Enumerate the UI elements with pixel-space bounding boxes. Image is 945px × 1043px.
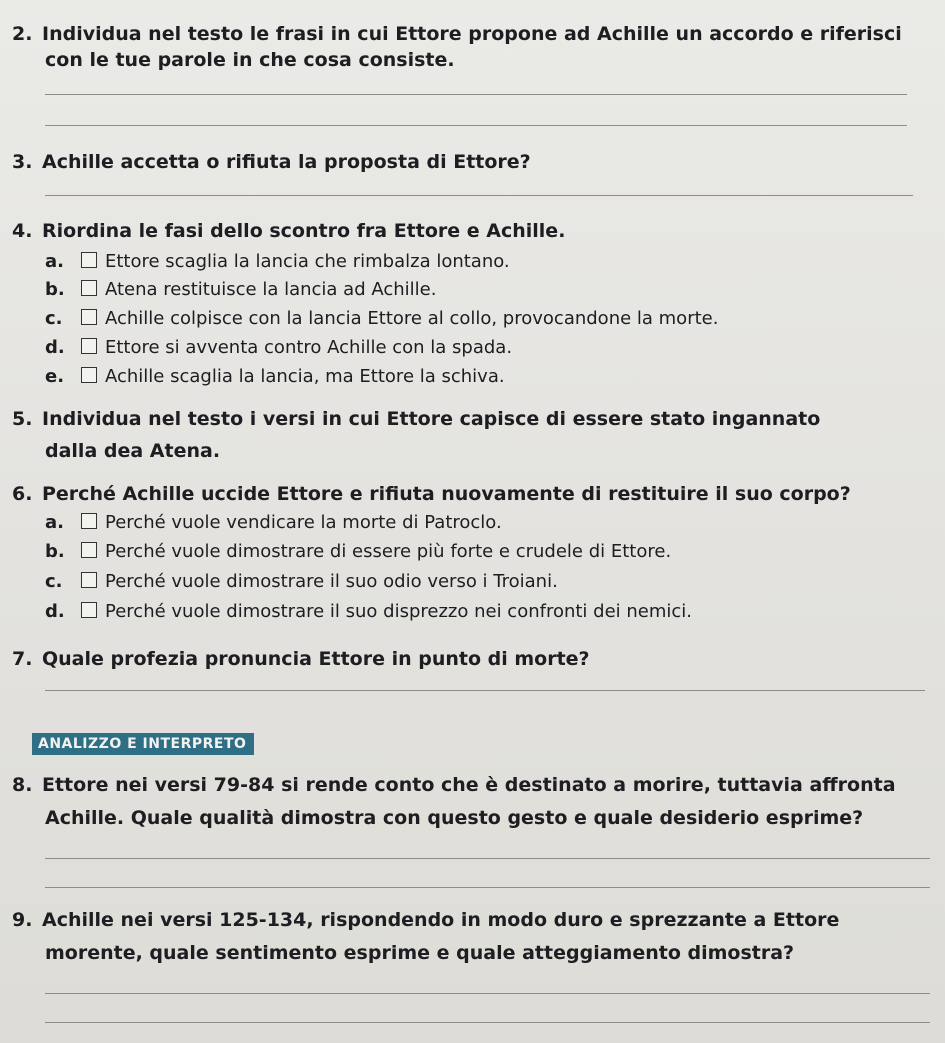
- option-label: a.: [45, 251, 64, 272]
- question-number: 7.: [12, 648, 33, 670]
- question-2: [12, 22, 902, 46]
- checkbox[interactable]: [81, 309, 97, 325]
- checkbox[interactable]: [81, 602, 97, 618]
- question-9-continued: morente, quale sentimento esprime e quale atteggiamento dimostra?: [45, 942, 795, 964]
- answer-line[interactable]: [45, 858, 930, 859]
- question-5: [12, 407, 820, 431]
- option-text: Perché vuole vendicare la morte di Patroclo.: [105, 512, 502, 533]
- checkbox[interactable]: [81, 367, 97, 383]
- question-number: 8.: [12, 774, 33, 796]
- option-label: b.: [45, 279, 65, 300]
- option-text: Perché vuole dimostrare il suo disprezzo nei confronti dei nemici.: [105, 601, 693, 622]
- question-text: Individua nel testo i versi in cui Ettore capisce di essere stato ingannato: [42, 408, 821, 430]
- option-text: Achille scaglia la lancia, ma Ettore la schiva.: [105, 366, 505, 387]
- question-9: [12, 908, 839, 932]
- option-label: a.: [45, 512, 64, 533]
- question-8: [12, 773, 896, 797]
- checkbox[interactable]: [81, 252, 97, 268]
- option-text: Perché vuole dimostrare il suo odio verso i Troiani.: [105, 571, 558, 592]
- option-6c: [45, 571, 558, 593]
- question-text: Achille accetta o rifiuta la proposta di Ettore?: [42, 151, 531, 173]
- question-number: 9.: [12, 909, 33, 931]
- question-text: Quale profezia pronuncia Ettore in punto di morte?: [42, 648, 590, 670]
- option-label: c.: [45, 571, 63, 592]
- option-label: d.: [45, 601, 65, 622]
- checkbox[interactable]: [81, 338, 97, 354]
- question-number: 2.: [12, 23, 33, 45]
- checkbox[interactable]: [81, 513, 97, 529]
- question-3: [12, 150, 531, 174]
- option-4b: [45, 279, 436, 301]
- checkbox[interactable]: [81, 280, 97, 296]
- option-text: Achille colpisce con la lancia Ettore al collo, provocandone la morte.: [105, 308, 719, 329]
- question-5-continued: dalla dea Atena.: [45, 440, 221, 462]
- option-4a: [45, 251, 510, 273]
- question-6: [12, 482, 851, 506]
- question-number: 4.: [12, 220, 33, 242]
- answer-line[interactable]: [45, 195, 913, 196]
- option-text: Atena restituisce la lancia ad Achille.: [105, 279, 437, 300]
- answer-line[interactable]: [45, 993, 930, 994]
- option-text: Ettore si avventa contro Achille con la spada.: [105, 337, 513, 358]
- question-text: Individua nel testo le frasi in cui Ettore propone ad Achille un accordo e riferisci: [42, 23, 902, 45]
- answer-line[interactable]: [45, 690, 925, 691]
- question-2-continued: con le tue parole in che cosa consiste.: [45, 49, 455, 71]
- question-number: 6.: [12, 483, 33, 505]
- question-text: Perché Achille uccide Ettore e rifiuta nuovamente di restituire il suo corpo?: [42, 483, 851, 505]
- option-4d: [45, 337, 512, 359]
- question-text: Riordina le fasi dello scontro fra Ettore e Achille.: [42, 220, 566, 242]
- option-6a: [45, 512, 502, 534]
- option-label: e.: [45, 366, 65, 387]
- option-text: Ettore scaglia la lancia che rimbalza lontano.: [105, 251, 510, 272]
- option-4e: [45, 366, 505, 388]
- question-text: Ettore nei versi 79-84 si rende conto che è destinato a morire, tuttavia affronta: [42, 774, 896, 796]
- option-label: b.: [45, 541, 65, 562]
- answer-line[interactable]: [45, 125, 907, 126]
- question-7: [12, 647, 590, 671]
- section-banner: ANALIZZO E INTERPRETO: [32, 733, 254, 755]
- question-4: [12, 219, 565, 243]
- checkbox[interactable]: [81, 542, 97, 558]
- question-number: 3.: [12, 151, 33, 173]
- option-text: Perché vuole dimostrare di essere più forte e crudele di Ettore.: [105, 541, 672, 562]
- answer-line[interactable]: [45, 94, 907, 95]
- option-6b: [45, 541, 671, 563]
- question-text: Achille nei versi 125-134, rispondendo in modo duro e sprezzante a Ettore: [42, 909, 840, 931]
- option-label: d.: [45, 337, 65, 358]
- option-6d: [45, 601, 692, 623]
- question-number: 5.: [12, 408, 33, 430]
- option-4c: [45, 308, 718, 330]
- answer-line[interactable]: [45, 1022, 930, 1023]
- checkbox[interactable]: [81, 572, 97, 588]
- question-8-continued: Achille. Quale qualità dimostra con questo gesto e quale desiderio esprime?: [45, 807, 864, 829]
- answer-line[interactable]: [45, 887, 930, 888]
- option-label: c.: [45, 308, 63, 329]
